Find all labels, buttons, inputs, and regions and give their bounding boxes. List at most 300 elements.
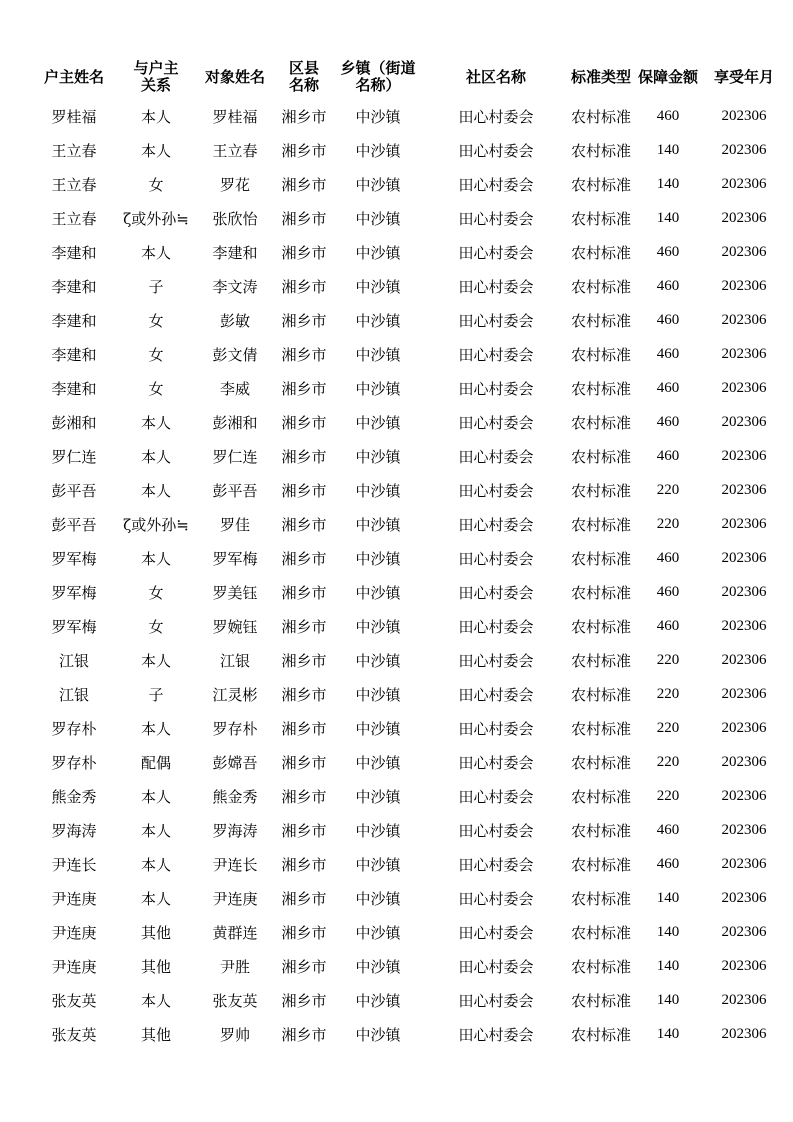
cell-community: 田心村委会 — [458, 515, 534, 534]
table-row — [28, 201, 788, 235]
cell-community: 田心村委会 — [458, 209, 534, 228]
cell-community: 田心村委会 — [458, 481, 534, 500]
cell-head: 彭湘和 — [51, 413, 97, 432]
cell-month: 202306 — [721, 209, 767, 226]
cell-town: 中沙镇 — [355, 141, 401, 160]
cell-std: 农村标准 — [570, 753, 631, 772]
cell-community: 田心村委会 — [458, 107, 534, 126]
cell-rel: 本人 — [140, 855, 171, 874]
cell-community: 田心村委会 — [458, 311, 534, 330]
cell-name: 罗美钰 — [212, 583, 258, 602]
cell-town: 中沙镇 — [355, 481, 401, 500]
table-row — [28, 983, 788, 1017]
cell-community: 田心村委会 — [458, 141, 534, 160]
cell-std: 农村标准 — [570, 209, 631, 228]
cell-amount: 220 — [656, 481, 680, 498]
column-header-line: 享受年月 — [713, 67, 774, 86]
cell-rel: 本人 — [140, 413, 171, 432]
cell-county: 湘乡市 — [281, 685, 327, 704]
cell-head: 彭平吾 — [51, 481, 97, 500]
cell-month: 202306 — [721, 311, 767, 328]
cell-town: 中沙镇 — [355, 447, 401, 466]
column-header-line: 标准类型 — [570, 67, 631, 86]
table-row — [28, 1017, 788, 1051]
table-body — [28, 99, 788, 1051]
table-row — [28, 405, 788, 439]
cell-month: 202306 — [721, 379, 767, 396]
cell-head: 罗海涛 — [51, 821, 97, 840]
cell-rel: ζ或外孙≒ — [123, 515, 189, 534]
table-row — [28, 915, 788, 949]
cell-community: 田心村委会 — [458, 175, 534, 194]
table-row — [28, 507, 788, 541]
cell-county: 湘乡市 — [281, 821, 327, 840]
cell-rel: 其他 — [140, 923, 171, 942]
cell-head: 尹连庚 — [51, 923, 97, 942]
cell-amount: 140 — [656, 175, 680, 192]
cell-name: 罗海涛 — [212, 821, 258, 840]
cell-std: 农村标准 — [570, 277, 631, 296]
column-header-community — [426, 55, 566, 99]
cell-amount: 460 — [656, 413, 680, 430]
cell-county: 湘乡市 — [281, 583, 327, 602]
cell-community: 田心村委会 — [458, 549, 534, 568]
table-row — [28, 779, 788, 813]
cell-name: 尹连长 — [212, 855, 258, 874]
cell-town: 中沙镇 — [355, 753, 401, 772]
table-row — [28, 677, 788, 711]
cell-rel: 本人 — [140, 141, 171, 160]
cell-amount: 140 — [656, 923, 680, 940]
cell-amount: 460 — [656, 243, 680, 260]
cell-head: 罗存朴 — [51, 719, 97, 738]
column-header-head — [28, 55, 120, 99]
cell-county: 湘乡市 — [281, 991, 327, 1010]
cell-county: 湘乡市 — [281, 209, 327, 228]
cell-community: 田心村委会 — [458, 583, 534, 602]
cell-amount: 140 — [656, 991, 680, 1008]
cell-amount: 220 — [656, 753, 680, 770]
cell-month: 202306 — [721, 1025, 767, 1042]
cell-county: 湘乡市 — [281, 923, 327, 942]
cell-rel: 本人 — [140, 991, 171, 1010]
table-row — [28, 473, 788, 507]
cell-town: 中沙镇 — [355, 821, 401, 840]
cell-rel: 配偶 — [140, 753, 171, 772]
header-row — [28, 55, 788, 99]
table-row — [28, 609, 788, 643]
cell-county: 湘乡市 — [281, 243, 327, 262]
cell-std: 农村标准 — [570, 243, 631, 262]
table-row — [28, 167, 788, 201]
cell-county: 湘乡市 — [281, 787, 327, 806]
column-header-name — [192, 55, 278, 99]
cell-rel: 本人 — [140, 719, 171, 738]
cell-head: 罗桂福 — [51, 107, 97, 126]
table-row — [28, 303, 788, 337]
cell-amount: 140 — [656, 957, 680, 974]
cell-rel: 其他 — [140, 957, 171, 976]
cell-community: 田心村委会 — [458, 855, 534, 874]
cell-month: 202306 — [721, 855, 767, 872]
cell-town: 中沙镇 — [355, 719, 401, 738]
cell-county: 湘乡市 — [281, 481, 327, 500]
cell-rel: 本人 — [140, 787, 171, 806]
cell-rel: 子 — [148, 685, 164, 704]
column-header-line: 社区名称 — [465, 67, 526, 86]
cell-name: 罗花 — [219, 175, 250, 194]
cell-std: 农村标准 — [570, 549, 631, 568]
cell-community: 田心村委会 — [458, 719, 534, 738]
cell-community: 田心村委会 — [458, 1025, 534, 1044]
cell-amount: 460 — [656, 107, 680, 124]
table-row — [28, 949, 788, 983]
cell-county: 湘乡市 — [281, 141, 327, 160]
cell-town: 中沙镇 — [355, 651, 401, 670]
cell-head: 罗军梅 — [51, 617, 97, 636]
cell-rel: 本人 — [140, 447, 171, 466]
cell-std: 农村标准 — [570, 379, 631, 398]
cell-rel: 本人 — [140, 481, 171, 500]
cell-community: 田心村委会 — [458, 787, 534, 806]
cell-name: 张欣怡 — [212, 209, 258, 228]
cell-head: 罗存朴 — [51, 753, 97, 772]
cell-amount: 220 — [656, 685, 680, 702]
column-header-line: 保障金额 — [637, 67, 698, 86]
cell-month: 202306 — [721, 277, 767, 294]
cell-name: 彭文倩 — [212, 345, 258, 364]
cell-month: 202306 — [721, 413, 767, 430]
column-header-line: 与户主 — [133, 59, 179, 77]
cell-month: 202306 — [721, 481, 767, 498]
column-header-line: 户主姓名 — [43, 67, 104, 86]
cell-head: 李建和 — [51, 277, 97, 296]
cell-name: 罗军梅 — [212, 549, 258, 568]
cell-name: 李建和 — [212, 243, 258, 262]
cell-name: 黄群连 — [212, 923, 258, 942]
cell-head: 张友英 — [51, 1025, 97, 1044]
cell-county: 湘乡市 — [281, 957, 327, 976]
cell-month: 202306 — [721, 141, 767, 158]
cell-amount: 460 — [656, 549, 680, 566]
table-row — [28, 643, 788, 677]
cell-amount: 140 — [656, 1025, 680, 1042]
cell-month: 202306 — [721, 345, 767, 362]
column-header-month — [700, 55, 788, 99]
table-row — [28, 847, 788, 881]
cell-county: 湘乡市 — [281, 889, 327, 908]
cell-community: 田心村委会 — [458, 957, 534, 976]
cell-std: 农村标准 — [570, 311, 631, 330]
cell-head: 李建和 — [51, 345, 97, 364]
cell-rel: 本人 — [140, 651, 171, 670]
cell-month: 202306 — [721, 617, 767, 634]
cell-std: 农村标准 — [570, 1025, 631, 1044]
cell-rel: 本人 — [140, 549, 171, 568]
cell-town: 中沙镇 — [355, 617, 401, 636]
column-header-line: 名称 — [288, 76, 319, 94]
cell-std: 农村标准 — [570, 515, 631, 534]
cell-month: 202306 — [721, 821, 767, 838]
cell-month: 202306 — [721, 447, 767, 464]
cell-county: 湘乡市 — [281, 277, 327, 296]
cell-community: 田心村委会 — [458, 889, 534, 908]
cell-head: 李建和 — [51, 379, 97, 398]
cell-town: 中沙镇 — [355, 107, 401, 126]
cell-rel: 女 — [148, 175, 164, 194]
table-row — [28, 337, 788, 371]
cell-month: 202306 — [721, 787, 767, 804]
cell-std: 农村标准 — [570, 447, 631, 466]
cell-town: 中沙镇 — [355, 243, 401, 262]
cell-town: 中沙镇 — [355, 209, 401, 228]
table-row — [28, 235, 788, 269]
cell-name: 彭平吾 — [212, 481, 258, 500]
column-header-county — [278, 55, 330, 99]
cell-month: 202306 — [721, 923, 767, 940]
cell-std: 农村标准 — [570, 481, 631, 500]
cell-community: 田心村委会 — [458, 413, 534, 432]
cell-county: 湘乡市 — [281, 447, 327, 466]
cell-name: 彭敏 — [219, 311, 250, 330]
cell-rel: 女 — [148, 617, 164, 636]
cell-month: 202306 — [721, 515, 767, 532]
cell-county: 湘乡市 — [281, 1025, 327, 1044]
cell-std: 农村标准 — [570, 175, 631, 194]
cell-town: 中沙镇 — [355, 1025, 401, 1044]
cell-county: 湘乡市 — [281, 549, 327, 568]
cell-month: 202306 — [721, 243, 767, 260]
table-row — [28, 711, 788, 745]
cell-std: 农村标准 — [570, 957, 631, 976]
cell-month: 202306 — [721, 175, 767, 192]
cell-name: 罗仁连 — [212, 447, 258, 466]
cell-amount: 460 — [656, 345, 680, 362]
cell-amount: 220 — [656, 651, 680, 668]
cell-amount: 220 — [656, 719, 680, 736]
table-row — [28, 269, 788, 303]
cell-std: 农村标准 — [570, 855, 631, 874]
cell-head: 江银 — [58, 651, 89, 670]
cell-county: 湘乡市 — [281, 515, 327, 534]
cell-amount: 460 — [656, 311, 680, 328]
cell-community: 田心村委会 — [458, 277, 534, 296]
cell-month: 202306 — [721, 957, 767, 974]
cell-name: 张友英 — [212, 991, 258, 1010]
cell-amount: 460 — [656, 447, 680, 464]
cell-std: 农村标准 — [570, 991, 631, 1010]
column-header-amount — [636, 55, 700, 99]
cell-rel: 其他 — [140, 1025, 171, 1044]
cell-month: 202306 — [721, 651, 767, 668]
cell-name: 李文涛 — [212, 277, 258, 296]
cell-amount: 460 — [656, 379, 680, 396]
cell-std: 农村标准 — [570, 141, 631, 160]
cell-county: 湘乡市 — [281, 617, 327, 636]
cell-std: 农村标准 — [570, 889, 631, 908]
cell-name: 罗桂福 — [212, 107, 258, 126]
cell-rel: 子 — [148, 277, 164, 296]
cell-rel: 女 — [148, 345, 164, 364]
table-row — [28, 133, 788, 167]
cell-community: 田心村委会 — [458, 991, 534, 1010]
cell-town: 中沙镇 — [355, 923, 401, 942]
cell-head: 王立春 — [51, 141, 97, 160]
cell-amount: 140 — [656, 209, 680, 226]
cell-town: 中沙镇 — [355, 889, 401, 908]
cell-town: 中沙镇 — [355, 549, 401, 568]
cell-name: 罗佳 — [219, 515, 250, 534]
cell-community: 田心村委会 — [458, 753, 534, 772]
cell-name: 罗帅 — [219, 1025, 250, 1044]
cell-town: 中沙镇 — [355, 345, 401, 364]
cell-month: 202306 — [721, 719, 767, 736]
cell-amount: 220 — [656, 787, 680, 804]
cell-name: 罗婉钰 — [212, 617, 258, 636]
table-row — [28, 99, 788, 133]
cell-name: 彭嫦吾 — [212, 753, 258, 772]
cell-county: 湘乡市 — [281, 107, 327, 126]
column-header-line: 关系 — [140, 76, 171, 94]
cell-std: 农村标准 — [570, 719, 631, 738]
cell-name: 彭湘和 — [212, 413, 258, 432]
column-header-rel — [120, 55, 192, 99]
column-header-line: 名称） — [355, 76, 401, 94]
cell-amount: 460 — [656, 583, 680, 600]
cell-town: 中沙镇 — [355, 311, 401, 330]
cell-name: 罗存朴 — [212, 719, 258, 738]
cell-town: 中沙镇 — [355, 413, 401, 432]
cell-community: 田心村委会 — [458, 651, 534, 670]
cell-std: 农村标准 — [570, 787, 631, 806]
cell-month: 202306 — [721, 889, 767, 906]
cell-county: 湘乡市 — [281, 651, 327, 670]
cell-head: 李建和 — [51, 243, 97, 262]
cell-county: 湘乡市 — [281, 379, 327, 398]
cell-rel: 女 — [148, 379, 164, 398]
column-header-std — [566, 55, 636, 99]
cell-county: 湘乡市 — [281, 311, 327, 330]
cell-county: 湘乡市 — [281, 753, 327, 772]
cell-rel: 本人 — [140, 821, 171, 840]
cell-county: 湘乡市 — [281, 413, 327, 432]
cell-head: 王立春 — [51, 209, 97, 228]
cell-community: 田心村委会 — [458, 243, 534, 262]
cell-town: 中沙镇 — [355, 175, 401, 194]
cell-name: 尹胜 — [219, 957, 250, 976]
cell-town: 中沙镇 — [355, 685, 401, 704]
cell-amount: 460 — [656, 821, 680, 838]
cell-amount: 460 — [656, 855, 680, 872]
cell-town: 中沙镇 — [355, 277, 401, 296]
cell-std: 农村标准 — [570, 651, 631, 670]
cell-head: 熊金秀 — [51, 787, 97, 806]
cell-rel: 女 — [148, 311, 164, 330]
cell-community: 田心村委会 — [458, 345, 534, 364]
column-header-line: 对象姓名 — [204, 67, 265, 86]
table-row — [28, 439, 788, 473]
cell-month: 202306 — [721, 549, 767, 566]
cell-head: 李建和 — [51, 311, 97, 330]
cell-month: 202306 — [721, 685, 767, 702]
cell-community: 田心村委会 — [458, 685, 534, 704]
cell-town: 中沙镇 — [355, 515, 401, 534]
cell-county: 湘乡市 — [281, 175, 327, 194]
cell-head: 尹连庚 — [51, 889, 97, 908]
cell-town: 中沙镇 — [355, 855, 401, 874]
column-header-line: 区县 — [288, 59, 319, 77]
cell-county: 湘乡市 — [281, 345, 327, 364]
cell-std: 农村标准 — [570, 821, 631, 840]
cell-std: 农村标准 — [570, 107, 631, 126]
cell-std: 农村标准 — [570, 685, 631, 704]
cell-town: 中沙镇 — [355, 957, 401, 976]
cell-head: 罗军梅 — [51, 583, 97, 602]
cell-amount: 460 — [656, 277, 680, 294]
table-row — [28, 541, 788, 575]
cell-month: 202306 — [721, 583, 767, 600]
cell-std: 农村标准 — [570, 923, 631, 942]
cell-community: 田心村委会 — [458, 447, 534, 466]
table-row — [28, 813, 788, 847]
cell-name: 尹连庚 — [212, 889, 258, 908]
cell-rel: 女 — [148, 583, 164, 602]
cell-head: 罗军梅 — [51, 549, 97, 568]
assistance-table — [28, 55, 788, 1051]
cell-head: 罗仁连 — [51, 447, 97, 466]
cell-month: 202306 — [721, 753, 767, 770]
cell-town: 中沙镇 — [355, 991, 401, 1010]
cell-community: 田心村委会 — [458, 617, 534, 636]
cell-head: 张友英 — [51, 991, 97, 1010]
cell-std: 农村标准 — [570, 345, 631, 364]
cell-name: 熊金秀 — [212, 787, 258, 806]
cell-rel: 本人 — [140, 889, 171, 908]
cell-county: 湘乡市 — [281, 855, 327, 874]
cell-rel: 本人 — [140, 107, 171, 126]
cell-community: 田心村委会 — [458, 923, 534, 942]
cell-name: 江灵彬 — [212, 685, 258, 704]
cell-std: 农村标准 — [570, 617, 631, 636]
cell-rel: 本人 — [140, 243, 171, 262]
table-row — [28, 575, 788, 609]
cell-rel: ζ或外孙≒ — [123, 209, 189, 228]
table-row — [28, 881, 788, 915]
cell-std: 农村标准 — [570, 583, 631, 602]
cell-name: 王立春 — [212, 141, 258, 160]
table-header — [28, 55, 788, 99]
cell-amount: 140 — [656, 889, 680, 906]
cell-town: 中沙镇 — [355, 379, 401, 398]
table-row — [28, 745, 788, 779]
table-row — [28, 371, 788, 405]
cell-head: 尹连长 — [51, 855, 97, 874]
cell-std: 农村标准 — [570, 413, 631, 432]
cell-head: 彭平吾 — [51, 515, 97, 534]
cell-amount: 460 — [656, 617, 680, 634]
cell-month: 202306 — [721, 991, 767, 1008]
cell-head: 江银 — [58, 685, 89, 704]
cell-town: 中沙镇 — [355, 583, 401, 602]
cell-county: 湘乡市 — [281, 719, 327, 738]
cell-name: 江银 — [219, 651, 250, 670]
cell-town: 中沙镇 — [355, 787, 401, 806]
cell-month: 202306 — [721, 107, 767, 124]
cell-name: 李威 — [219, 379, 250, 398]
column-header-town — [330, 55, 426, 99]
cell-head: 王立春 — [51, 175, 97, 194]
cell-community: 田心村委会 — [458, 379, 534, 398]
